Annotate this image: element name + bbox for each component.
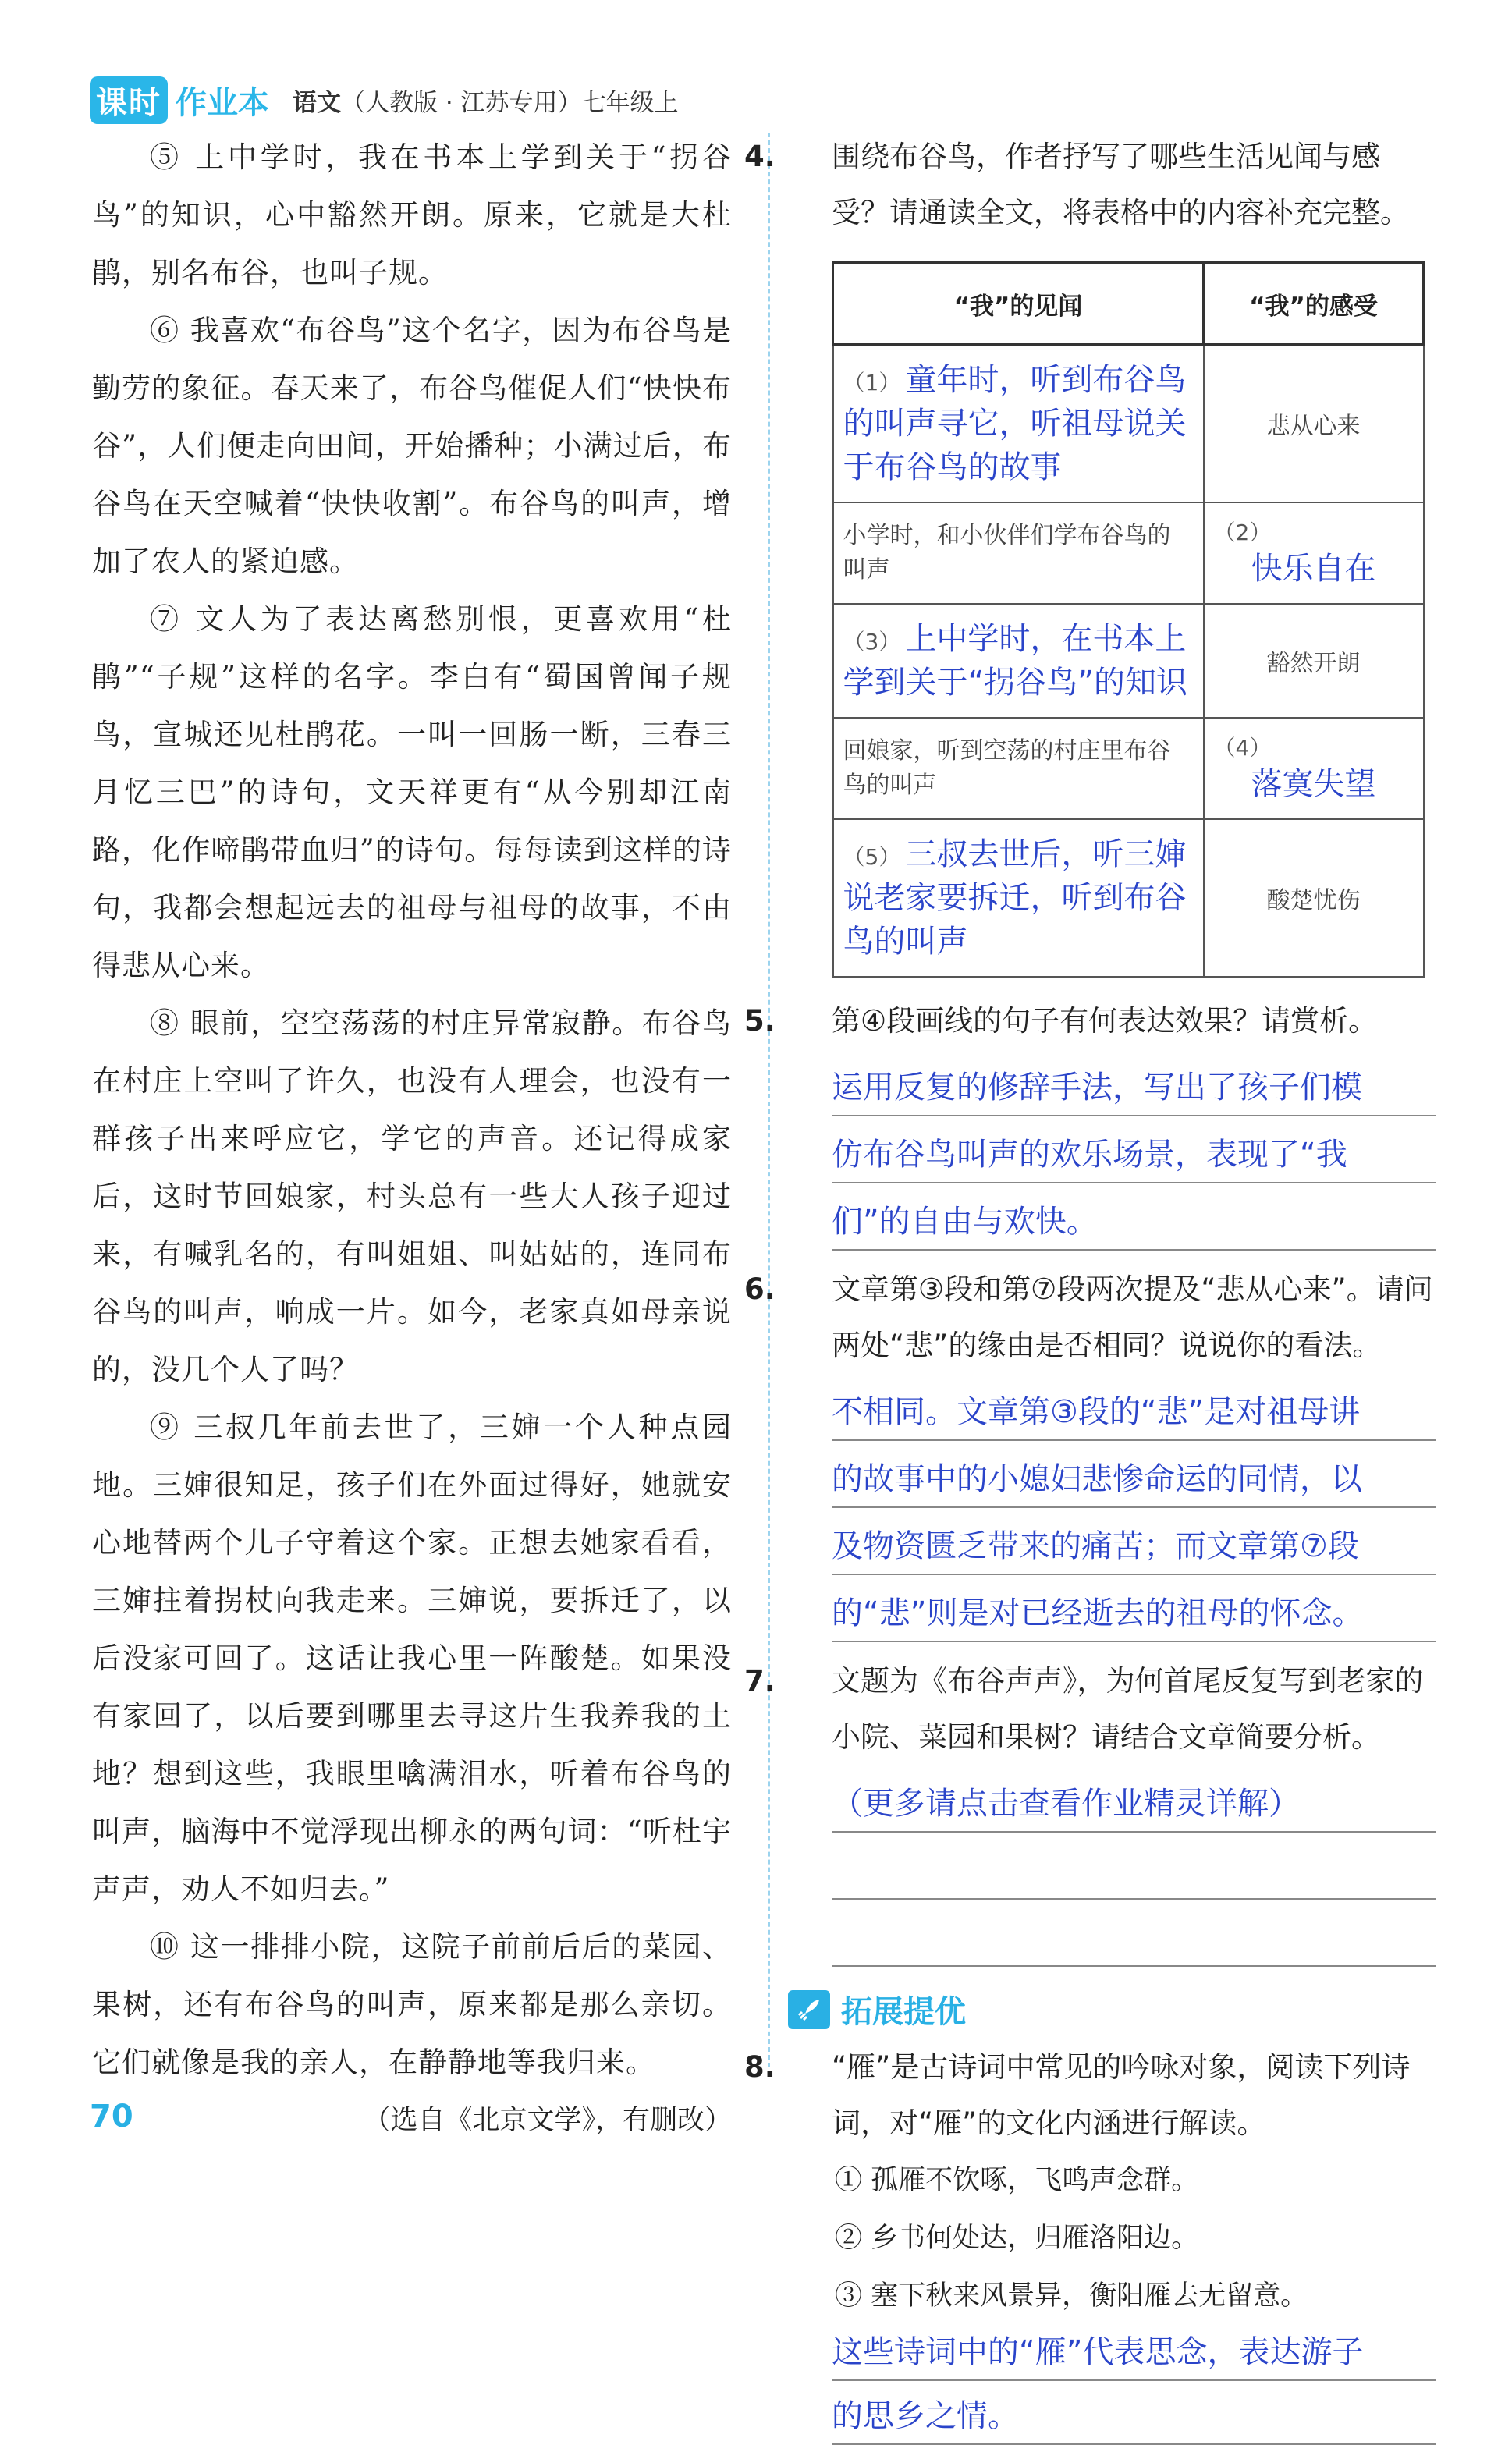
answer-line[interactable] [832,1183,1436,1251]
poem-line: ③ 塞下秋来风景异，衡阳雁去无留意。 [835,2280,1308,2312]
page-header [90,76,679,123]
question-6 [744,1262,1436,1374]
paragraph-7: ⑦ 文人为了表达离愁别恨，更喜欢用“杜鹃”“子规”这样的名字。李白有“蜀国曾闻子规鸟，宣城还见杜鹃花。一叫一回肠一断，三春三月忆三巴”的诗句，文天祥更有“从今别却江南路，化作啼鹃带血归”的诗句。每每读到这样的诗句，我都会想起远去的祖母与祖母的故事，不由得悲从心来。 [92,602,732,982]
handwritten-answer: 童年时，听到布谷鸟的叫声寻它，听祖母说关于布谷鸟的故事 [843,362,1187,485]
table-row [833,718,1424,819]
question-number: 8. [744,2050,776,2084]
table-cell: （5） 三叔去世后，听三婶说老家要拆迁，听到布谷鸟的叫声 [833,819,1204,977]
table-cell: （2） 快乐自在 [1204,502,1424,604]
brand-name: 作业本 [176,84,269,121]
brand-logo: 课时 [90,76,168,124]
handwritten-answer: 的故事中的小媳妇悲惨命运的同情，以 [832,1461,1362,1497]
section-header [788,1987,1436,2032]
page-number: 70 [90,2099,133,2134]
handwritten-answer: 们”的自由与欢快。 [832,1204,1098,1240]
question-4 [744,129,1436,241]
handwritten-answer: 及物资匮乏带来的痛苦；而文章第⑦段 [832,1528,1359,1564]
column-header: “我”的感受 [1204,263,1424,345]
poem-line: ② 乡书何处达，归雁洛阳边。 [835,2223,1199,2254]
edition: （人教版 · 江苏专用）七年级上 [341,88,679,117]
question-text: 文章第③段和第⑦段两次提及“悲从心来”。请问两处“悲”的缘由是否相同？说说你的看法。 [832,1272,1433,1362]
article-source: （选自《北京文学》，有删改） [363,2105,732,2136]
table-row [833,604,1424,718]
question-text: 文题为《布谷声声》，为何首尾反复写到老家的小院、菜园和果树？请结合文章简要分析。 [832,1664,1424,1754]
answer-line[interactable] [832,1575,1436,1642]
handwritten-answer: 不相同。文章第③段的“悲”是对祖母讲 [832,1394,1361,1430]
subject: 语文 [293,88,341,117]
answer-line[interactable] [832,1116,1436,1183]
answer-line[interactable] [832,2381,1436,2445]
table-row [833,502,1424,604]
paragraph-9: ⑨ 三叔几年前去世了，三婶一个人种点园地。三婶很知足，孩子们在外面过得好，她就安心地替两个儿子守着这个家。正想去她家看看，三婶拄着拐杖向我走来。三婶说，要拆迁了，以后没家可回了。这话让我心里一阵酸楚。如果没有家回了，以后要到哪里去寻这片生我养我的土地？想到这些，我眼里噙满泪水，听着布谷鸟的叫声，脑海中不觉浮现出柳永的两句词：“听杜宇声声，劝人不如归去。” [92,1411,732,1906]
column-divider [768,133,770,2067]
rocket-icon [788,1990,830,2029]
question-text: “雁”是古诗词中常见的吟咏对象，阅读下列诗词，对“雁”的文化内涵进行解读。 [832,2050,1411,2140]
table-cell: 小学时，和小伙伴们学布谷鸟的叫声 [833,502,1204,604]
subject-line [293,83,679,118]
question-number: 5. [744,1004,776,1038]
handwritten-answer: 快乐自在 [1251,551,1376,587]
question-number: 4. [744,140,776,173]
hint-link[interactable]: （更多请点击查看作业精灵详解） [832,1786,1300,1822]
question-text: 围绕布谷鸟，作者抒写了哪些生活见闻与感受？请通读全文，将表格中的内容补充完整。 [832,140,1409,229]
handwritten-answer: 上中学时，在书本上学到关于“拐谷鸟”的知识 [843,621,1187,701]
question-5 [744,993,1436,1049]
table-header-row [833,263,1424,345]
answer-line[interactable] [832,1833,1436,1900]
table-cell: 悲从心来 [1204,345,1424,503]
question-8 [744,2039,1436,2152]
paragraph-10: ⑩ 这一排排小院，这院子前前后后的菜园、果树，还有布谷鸟的叫声，原来都是那么亲切。它们就像是我的亲人，在静静地等我归来。 [92,1930,732,2079]
question-number: 6. [744,1272,776,1306]
handwritten-answer: 三叔去世后，听三婶说老家要拆迁，听到布谷鸟的叫声 [843,836,1187,960]
handwritten-answer: 的思乡之情。 [832,2398,1019,2434]
handwritten-answer: 的“悲”则是对已经逝去的祖母的怀念。 [832,1595,1364,1631]
paragraph-5: ⑤ 上中学时，我在书本上学到关于“拐谷鸟”的知识，心中豁然开朗。原来，它就是大杜鹃，别名布谷，也叫子规。 [92,140,732,289]
questions [744,129,1436,2445]
table-row [833,819,1424,977]
answer-line[interactable] [832,1049,1436,1116]
handwritten-answer: 落寞失望 [1251,766,1376,802]
table-cell: 酸楚忧伤 [1204,819,1424,977]
answer-line[interactable] [832,1441,1436,1508]
paragraph-6: ⑥ 我喜欢“布谷鸟”这个名字，因为布谷鸟是勤劳的象征。春天来了，布谷鸟催促人们“快快布谷”，人们便走向田间，开始播种；小满过后，布谷鸟在天空喊着“快快收割”。布谷鸟的叫声，增加了农人的紧迫感。 [92,314,732,578]
poem-line: ① 孤雁不饮啄，飞鸣声念群。 [835,2165,1199,2196]
answer-line[interactable] [832,1508,1436,1575]
question-text: 第④段画线的句子有何表达效果？请赏析。 [832,1004,1378,1038]
table-cell: （1） 童年时，听到布谷鸟的叫声寻它，听祖母说关于布谷鸟的故事 [833,345,1204,503]
table-cell: （3） 上中学时，在书本上学到关于“拐谷鸟”的知识 [833,604,1204,718]
observation-table [832,261,1425,978]
question-7 [744,1653,1436,1765]
column-header: “我”的见闻 [833,263,1204,345]
paragraph-8: ⑧ 眼前，空空荡荡的村庄异常寂静。布谷鸟在村庄上空叫了许久，也没有人理会，也没有一群孩子出来呼应它，学它的声音。还记得成家后，这时节回娘家，村头总有一些大人孩子迎过来，有喊乳名的，有叫姐姐、叫姑姑的，连同布谷鸟的叫声，响成一片。如今，老家真如母亲说的，没几个人了吗？ [92,1006,732,1386]
answer-line[interactable] [832,2325,1436,2381]
table-cell: （4） 落寞失望 [1204,718,1424,819]
handwritten-answer: 运用反复的修辞手法，写出了孩子们模 [832,1070,1362,1105]
section-title: 拓展提优 [841,1994,966,2030]
table-cell: 豁然开朗 [1204,604,1424,718]
question-number: 7. [744,1664,776,1698]
handwritten-answer: 仿布谷鸟叫声的欢乐场景，表现了“我 [832,1137,1347,1173]
answer-line[interactable] [832,1765,1436,1833]
table-row [833,345,1424,503]
answer-line[interactable] [832,1374,1436,1441]
table-cell: 回娘家，听到空荡的村庄里布谷鸟的叫声 [833,718,1204,819]
answer-line[interactable] [832,1900,1436,1967]
handwritten-answer: 这些诗词中的“雁”代表思念，表达游子 [832,2334,1364,2370]
article [92,129,732,2149]
